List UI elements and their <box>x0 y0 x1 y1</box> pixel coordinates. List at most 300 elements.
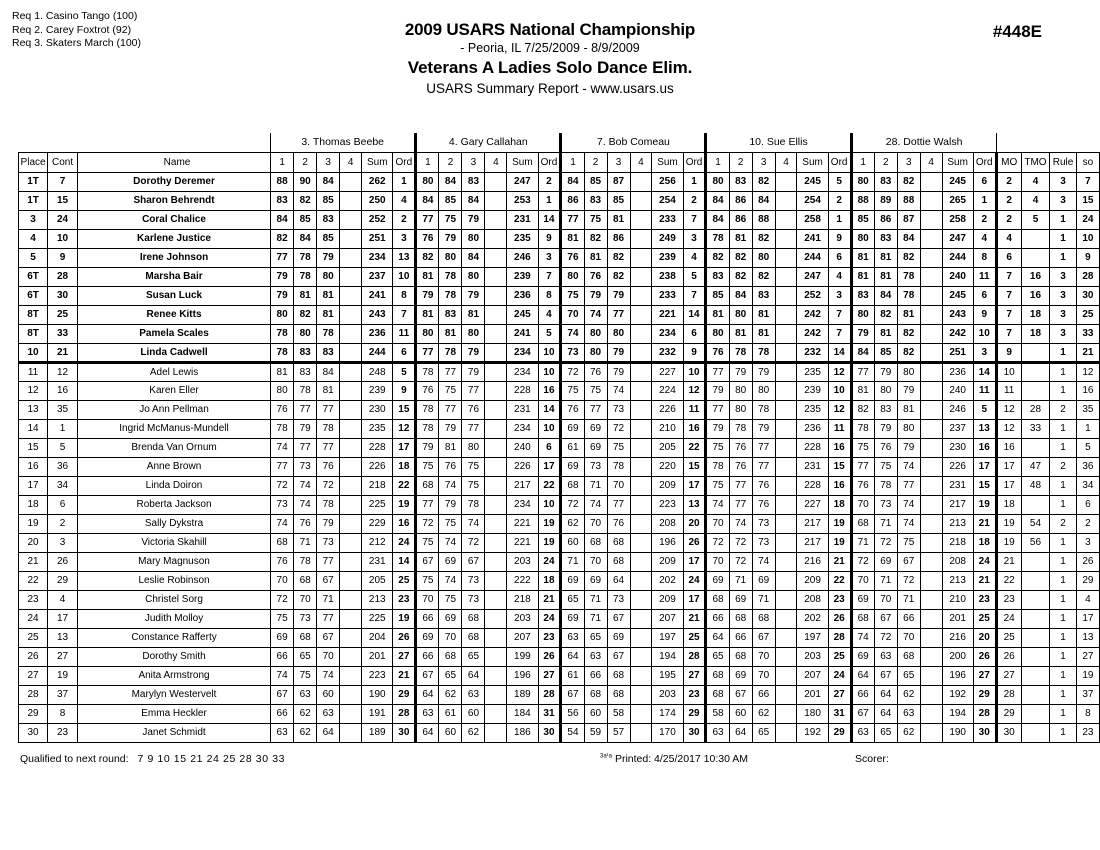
cell-so: 25 <box>1076 305 1099 324</box>
cell-judge-ordinal: 28 <box>828 628 851 647</box>
cell-judge-score: 73 <box>584 457 607 476</box>
cell-judge-sum: 256 <box>652 172 683 191</box>
cell-place: 20 <box>19 533 48 552</box>
cell-judge-score: 80 <box>439 248 462 267</box>
cell-judge-score: 77 <box>706 362 729 381</box>
cell-judge-score: 62 <box>294 723 317 742</box>
table-row[interactable] <box>19 647 1100 666</box>
cell-skater-name: Karlene Justice <box>77 229 270 248</box>
cell-rule: 1 <box>1050 362 1077 381</box>
cell-judge-score: 90 <box>294 172 317 191</box>
cell-judge-score: 83 <box>317 210 340 229</box>
cell-judge-score: 83 <box>294 343 317 362</box>
cell-judge-score: 68 <box>462 609 485 628</box>
cell-judge-score: 74 <box>897 457 920 476</box>
cell-judge-score: 77 <box>416 495 439 514</box>
cell-judge-ordinal: 14 <box>828 343 851 362</box>
cell-judge-sum: 242 <box>797 305 828 324</box>
table-row[interactable] <box>19 495 1100 514</box>
cell-judge-score: 82 <box>294 305 317 324</box>
cell-judge-sum: 217 <box>797 533 828 552</box>
cell-judge-score: 76 <box>439 457 462 476</box>
cell-place: 15 <box>19 438 48 457</box>
cell-judge-sum: 205 <box>362 571 393 590</box>
cell-judge-score: 79 <box>271 286 294 305</box>
header-score-1: 1 <box>706 152 729 172</box>
cell-judge-sum: 229 <box>362 514 393 533</box>
cell-judge-score: 76 <box>874 438 897 457</box>
cell-judge-score: 71 <box>874 571 897 590</box>
cell-skater-name: Mary Magnuson <box>77 552 270 571</box>
printed-timestamp: Printed: 4/25/2017 10:30 AM <box>614 753 749 765</box>
cell-so: 29 <box>1076 571 1099 590</box>
cell-judge-ordinal: 16 <box>393 514 416 533</box>
cell-judge-score <box>485 457 507 476</box>
spacer <box>48 133 78 152</box>
header-score-2: 2 <box>439 152 462 172</box>
cell-judge-score: 69 <box>584 571 607 590</box>
cell-judge-sum: 245 <box>942 286 973 305</box>
cell-judge-sum: 243 <box>362 305 393 324</box>
cell-judge-sum: 244 <box>797 248 828 267</box>
cell-judge-sum: 210 <box>942 590 973 609</box>
cell-judge-score: 67 <box>729 685 752 704</box>
cell-judge-score <box>485 343 507 362</box>
cell-judge-score <box>775 552 797 571</box>
cell-judge-score: 88 <box>897 191 920 210</box>
cell-judge-sum: 244 <box>362 343 393 362</box>
cell-judge-score: 73 <box>607 590 630 609</box>
cell-judge-score <box>630 267 652 286</box>
cell-judge-score: 72 <box>317 476 340 495</box>
cell-judge-sum: 192 <box>942 685 973 704</box>
cell-rule: 1 <box>1050 647 1077 666</box>
cell-judge-sum: 210 <box>652 419 683 438</box>
header-sum: Sum <box>507 152 538 172</box>
cell-judge-score: 81 <box>317 305 340 324</box>
cell-judge-ordinal: 19 <box>538 533 561 552</box>
cell-judge-score: 72 <box>462 533 485 552</box>
table-row[interactable] <box>19 305 1100 324</box>
cell-judge-score: 73 <box>462 571 485 590</box>
footer-printed <box>600 753 748 765</box>
table-row[interactable] <box>19 324 1100 343</box>
cell-judge-score: 62 <box>561 514 584 533</box>
cell-judge-score: 70 <box>317 647 340 666</box>
cell-judge-score: 78 <box>706 457 729 476</box>
cell-judge-ordinal: 8 <box>393 286 416 305</box>
cell-judge-sum: 246 <box>942 400 973 419</box>
cell-judge-score <box>485 704 507 723</box>
header-score-3: 3 <box>607 152 630 172</box>
cell-rule: 3 <box>1050 191 1077 210</box>
table-row[interactable] <box>19 476 1100 495</box>
cell-judge-ordinal: 19 <box>538 514 561 533</box>
cell-mo: 2 <box>996 210 1021 229</box>
header-score-2: 2 <box>294 152 317 172</box>
cell-skater-name: Anne Brown <box>77 457 270 476</box>
cell-judge-ordinal: 6 <box>973 286 996 305</box>
cell-judge-ordinal: 23 <box>828 590 851 609</box>
cell-judge-score: 62 <box>462 723 485 742</box>
cell-judge-ordinal: 7 <box>393 305 416 324</box>
cell-place: 1T <box>19 172 48 191</box>
cell-judge-score: 65 <box>706 647 729 666</box>
cell-judge-score: 82 <box>897 172 920 191</box>
cell-judge-score: 65 <box>897 666 920 685</box>
cell-judge-ordinal: 12 <box>828 400 851 419</box>
cell-rule: 1 <box>1050 229 1077 248</box>
cell-judge-score <box>920 400 942 419</box>
cell-judge-sum: 209 <box>652 552 683 571</box>
cell-judge-score: 76 <box>416 229 439 248</box>
cell-judge-score: 77 <box>584 400 607 419</box>
table-row[interactable] <box>19 552 1100 571</box>
cell-judge-score: 76 <box>607 514 630 533</box>
cell-judge-score: 79 <box>584 286 607 305</box>
cell-judge-score: 81 <box>294 286 317 305</box>
cell-judge-score: 71 <box>561 552 584 571</box>
cell-judge-score: 62 <box>294 704 317 723</box>
cell-judge-sum: 254 <box>652 191 683 210</box>
cell-judge-score: 72 <box>706 533 729 552</box>
cell-judge-score <box>920 571 942 590</box>
cell-judge-score: 68 <box>729 609 752 628</box>
cell-judge-score <box>920 267 942 286</box>
header-score-2: 2 <box>729 152 752 172</box>
table-row[interactable] <box>19 362 1100 381</box>
cell-judge-sum: 221 <box>652 305 683 324</box>
cell-judge-ordinal: 10 <box>538 362 561 381</box>
cell-judge-score <box>630 362 652 381</box>
cell-judge-score: 83 <box>874 172 897 191</box>
cell-judge-ordinal: 25 <box>683 628 706 647</box>
cell-judge-ordinal: 30 <box>683 723 706 742</box>
cell-judge-ordinal: 2 <box>393 210 416 229</box>
cell-judge-score <box>485 267 507 286</box>
cell-judge-ordinal: 19 <box>393 495 416 514</box>
cell-judge-sum: 241 <box>362 286 393 305</box>
cell-judge-score <box>775 210 797 229</box>
cell-judge-score: 78 <box>416 419 439 438</box>
cell-skater-name: Emma Heckler <box>77 704 270 723</box>
cell-contestant-number: 5 <box>48 438 78 457</box>
cell-tmo <box>1021 248 1050 267</box>
cell-judge-score: 68 <box>584 533 607 552</box>
cell-judge-ordinal: 22 <box>683 438 706 457</box>
cell-contestant-number: 26 <box>48 552 78 571</box>
cell-judge-score: 78 <box>271 419 294 438</box>
cell-so: 24 <box>1076 210 1099 229</box>
cell-judge-score: 73 <box>317 533 340 552</box>
cell-judge-ordinal: 10 <box>393 267 416 286</box>
cell-judge-sum: 221 <box>507 514 538 533</box>
cell-judge-score: 72 <box>729 552 752 571</box>
cell-judge-score: 78 <box>294 267 317 286</box>
table-row[interactable] <box>19 628 1100 647</box>
cell-judge-score: 72 <box>729 533 752 552</box>
cell-judge-score: 60 <box>317 685 340 704</box>
cell-judge-score: 84 <box>851 343 874 362</box>
cell-judge-score <box>920 229 942 248</box>
cell-judge-score: 67 <box>416 666 439 685</box>
cell-judge-ordinal: 9 <box>538 229 561 248</box>
cell-judge-score: 74 <box>897 514 920 533</box>
cell-mo: 25 <box>996 628 1021 647</box>
cell-judge-ordinal: 26 <box>683 533 706 552</box>
cell-judge-score <box>340 704 362 723</box>
cell-contestant-number: 13 <box>48 628 78 647</box>
cell-skater-name: Irene Johnson <box>77 248 270 267</box>
cell-judge-score: 78 <box>294 552 317 571</box>
cell-so: 13 <box>1076 628 1099 647</box>
cell-judge-sum: 192 <box>797 723 828 742</box>
cell-judge-score: 68 <box>706 685 729 704</box>
cell-tmo: 47 <box>1021 457 1050 476</box>
cell-judge-score: 82 <box>752 172 775 191</box>
table-row[interactable] <box>19 172 1100 191</box>
cell-judge-score: 77 <box>851 362 874 381</box>
header-score-1: 1 <box>851 152 874 172</box>
cell-judge-score: 83 <box>271 191 294 210</box>
cell-judge-score: 80 <box>271 305 294 324</box>
cell-judge-score <box>485 533 507 552</box>
cell-judge-score: 82 <box>752 267 775 286</box>
table-row[interactable] <box>19 571 1100 590</box>
cell-judge-sum: 262 <box>362 172 393 191</box>
table-row[interactable] <box>19 286 1100 305</box>
cell-judge-score: 77 <box>317 552 340 571</box>
event-location: - Peoria, IL 7/25/2009 - 8/9/2009 <box>460 41 640 55</box>
cell-judge-ordinal: 27 <box>973 666 996 685</box>
cell-judge-score: 76 <box>752 476 775 495</box>
cell-judge-sum: 230 <box>942 438 973 457</box>
cell-judge-sum: 235 <box>797 400 828 419</box>
cell-judge-score: 65 <box>294 647 317 666</box>
cell-judge-score: 84 <box>706 191 729 210</box>
table-row[interactable] <box>19 666 1100 685</box>
cell-judge-sum: 213 <box>942 571 973 590</box>
requirement-label: Req <box>12 23 32 36</box>
cell-judge-score <box>920 495 942 514</box>
table-row[interactable] <box>19 210 1100 229</box>
cell-judge-score: 79 <box>462 343 485 362</box>
cell-judge-ordinal: 26 <box>828 609 851 628</box>
cell-judge-sum: 207 <box>507 628 538 647</box>
cell-judge-score: 72 <box>561 362 584 381</box>
cell-judge-score: 79 <box>462 210 485 229</box>
cell-judge-sum: 170 <box>652 723 683 742</box>
cell-judge-score: 67 <box>317 571 340 590</box>
cell-judge-score <box>775 609 797 628</box>
cell-judge-score <box>920 647 942 666</box>
cell-judge-score: 63 <box>874 647 897 666</box>
header-ord: Ord <box>393 152 416 172</box>
requirement-number: 1. <box>34 10 43 22</box>
cell-judge-score: 83 <box>584 191 607 210</box>
cell-tmo <box>1021 704 1050 723</box>
requirement-name: Skaters March (100) <box>45 37 141 49</box>
table-row[interactable] <box>19 191 1100 210</box>
cell-judge-score: 68 <box>584 685 607 704</box>
cell-judge-score <box>340 305 362 324</box>
cell-judge-score: 73 <box>607 400 630 419</box>
cell-judge-score: 78 <box>439 343 462 362</box>
table-row[interactable] <box>19 685 1100 704</box>
cell-judge-score: 75 <box>706 438 729 457</box>
cell-judge-score: 75 <box>271 609 294 628</box>
header-score-3: 3 <box>752 152 775 172</box>
cell-judge-score: 80 <box>416 324 439 343</box>
cell-judge-sum: 242 <box>797 324 828 343</box>
cell-judge-score <box>920 704 942 723</box>
cell-judge-ordinal: 9 <box>393 381 416 400</box>
cell-judge-score: 84 <box>294 229 317 248</box>
cell-judge-ordinal: 12 <box>683 381 706 400</box>
cell-judge-score: 83 <box>752 286 775 305</box>
cell-judge-score <box>340 666 362 685</box>
cell-judge-score: 64 <box>607 571 630 590</box>
cell-judge-ordinal: 10 <box>538 495 561 514</box>
table-row[interactable] <box>19 438 1100 457</box>
cell-judge-score <box>775 685 797 704</box>
table-row[interactable] <box>19 381 1100 400</box>
cell-judge-score: 81 <box>439 438 462 457</box>
table-row[interactable] <box>19 419 1100 438</box>
cell-judge-sum: 234 <box>507 343 538 362</box>
cell-judge-score: 81 <box>416 305 439 324</box>
judge-name: Thomas Beebe <box>312 136 385 149</box>
cell-judge-score: 62 <box>897 685 920 704</box>
cell-judge-ordinal: 24 <box>683 571 706 590</box>
cell-judge-ordinal: 10 <box>828 381 851 400</box>
cell-judge-score: 77 <box>462 419 485 438</box>
cell-judge-score <box>775 419 797 438</box>
cell-rule: 1 <box>1050 590 1077 609</box>
cell-judge-sum: 208 <box>652 514 683 533</box>
cell-judge-score: 78 <box>439 286 462 305</box>
header-ord: Ord <box>538 152 561 172</box>
cell-judge-score <box>485 590 507 609</box>
cell-judge-score: 74 <box>897 495 920 514</box>
cell-judge-score: 71 <box>752 590 775 609</box>
cell-judge-score: 75 <box>706 476 729 495</box>
cell-contestant-number: 9 <box>48 248 78 267</box>
cell-so: 7 <box>1076 172 1099 191</box>
cell-judge-score <box>775 590 797 609</box>
table-row[interactable] <box>19 533 1100 552</box>
cell-judge-score: 69 <box>752 571 775 590</box>
cell-judge-score: 85 <box>584 172 607 191</box>
cell-judge-score: 74 <box>271 514 294 533</box>
cell-judge-sum: 189 <box>507 685 538 704</box>
cell-judge-score <box>630 229 652 248</box>
cell-judge-score: 80 <box>706 172 729 191</box>
cell-judge-score: 79 <box>317 248 340 267</box>
cell-judge-score: 80 <box>706 324 729 343</box>
table-row[interactable] <box>19 457 1100 476</box>
cell-judge-score: 58 <box>607 704 630 723</box>
cell-judge-score: 70 <box>294 590 317 609</box>
table-row[interactable] <box>19 514 1100 533</box>
cell-judge-score: 77 <box>851 457 874 476</box>
table-row[interactable] <box>19 267 1100 286</box>
cell-judge-score: 77 <box>317 438 340 457</box>
cell-judge-score <box>775 476 797 495</box>
cell-judge-ordinal: 13 <box>683 495 706 514</box>
cell-place: 16 <box>19 457 48 476</box>
table-row[interactable] <box>19 609 1100 628</box>
cell-judge-score: 68 <box>294 628 317 647</box>
cell-judge-sum: 228 <box>507 381 538 400</box>
cell-tmo: 56 <box>1021 533 1050 552</box>
cell-judge-score: 84 <box>752 191 775 210</box>
cell-judge-score: 78 <box>416 400 439 419</box>
cell-judge-score: 79 <box>752 419 775 438</box>
cell-judge-ordinal: 3 <box>538 248 561 267</box>
cell-rule: 3 <box>1050 305 1077 324</box>
cell-mo: 29 <box>996 704 1021 723</box>
table-row[interactable] <box>19 343 1100 362</box>
cell-judge-ordinal: 14 <box>973 362 996 381</box>
cell-judge-score <box>630 457 652 476</box>
cell-judge-score: 83 <box>439 305 462 324</box>
cell-judge-score: 74 <box>584 305 607 324</box>
cell-judge-sum: 217 <box>507 476 538 495</box>
cell-place: 12 <box>19 381 48 400</box>
table-row[interactable] <box>19 723 1100 742</box>
cell-judge-score: 86 <box>607 229 630 248</box>
cell-judge-ordinal: 30 <box>973 723 996 742</box>
cell-judge-score: 82 <box>729 267 752 286</box>
cell-judge-ordinal: 21 <box>973 571 996 590</box>
cell-judge-sum: 247 <box>797 267 828 286</box>
cell-judge-ordinal: 29 <box>828 723 851 742</box>
cell-judge-score: 63 <box>462 685 485 704</box>
cell-judge-score: 80 <box>851 172 874 191</box>
cell-judge-score: 83 <box>874 229 897 248</box>
cell-judge-score: 77 <box>607 495 630 514</box>
table-row[interactable] <box>19 229 1100 248</box>
cell-judge-ordinal: 11 <box>393 324 416 343</box>
cell-judge-score: 84 <box>439 172 462 191</box>
cell-judge-score: 75 <box>584 381 607 400</box>
cell-judge-score: 70 <box>851 495 874 514</box>
cell-judge-ordinal: 1 <box>973 191 996 210</box>
cell-tmo: 16 <box>1021 286 1050 305</box>
cell-contestant-number: 25 <box>48 305 78 324</box>
table-row[interactable] <box>19 248 1100 267</box>
cell-judge-score <box>630 400 652 419</box>
requirement-number: 3. <box>34 37 43 49</box>
cell-rule: 3 <box>1050 172 1077 191</box>
table-row[interactable] <box>19 590 1100 609</box>
cell-judge-score <box>340 533 362 552</box>
table-row[interactable] <box>19 704 1100 723</box>
cell-judge-score: 87 <box>897 210 920 229</box>
requirement-label: Req <box>12 37 32 49</box>
cell-contestant-number: 27 <box>48 647 78 666</box>
cell-tmo: 28 <box>1021 400 1050 419</box>
cell-judge-score: 86 <box>729 191 752 210</box>
cell-judge-score: 75 <box>874 457 897 476</box>
cell-tmo: 4 <box>1021 191 1050 210</box>
cell-judge-score: 73 <box>752 514 775 533</box>
cell-judge-score: 74 <box>271 666 294 685</box>
table-row[interactable] <box>19 400 1100 419</box>
cell-judge-score: 75 <box>439 590 462 609</box>
cell-skater-name: Coral Chalice <box>77 210 270 229</box>
